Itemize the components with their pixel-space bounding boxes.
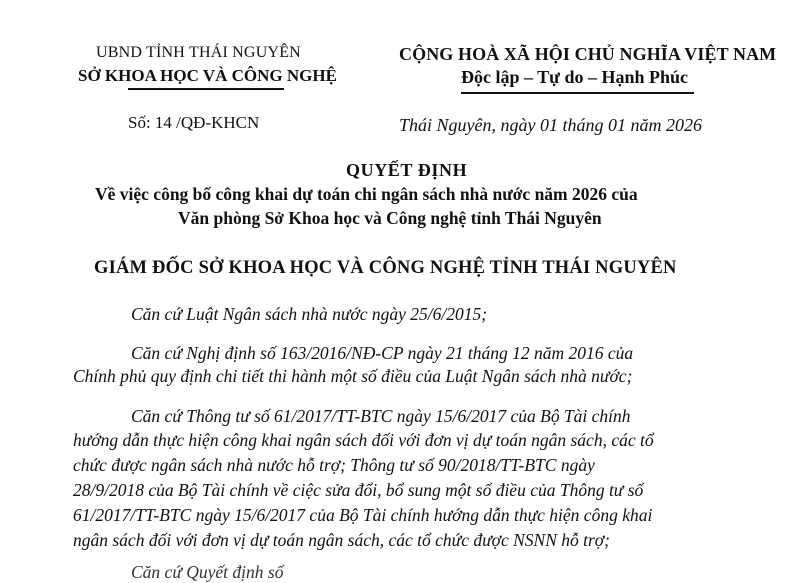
legal-basis-paragraph-2-line-1: Căn cứ Nghị định số 163/2016/NĐ-CP ngày 21 tháng 12 năm 2016 của [131, 343, 634, 363]
issuing-authority-name: SỞ KHOA HỌC VÀ CÔNG NGHỆ [78, 66, 337, 85]
document-subject-line-2: Văn phòng Sở Khoa học và Công nghệ tỉnh Thái Nguyên [178, 208, 602, 228]
issuing-authority-parent: UBND TỈNH THÁI NGUYÊN [96, 44, 301, 61]
legal-basis-paragraph-4-partial: Căn cứ Quyết định số [131, 562, 284, 582]
legal-basis-paragraph-2-line-2: Chính phủ quy định chi tiết thi hành một số điều của Luật Ngân sách nhà nước; [73, 366, 633, 386]
right-header-divider [461, 92, 694, 94]
document-type-title: QUYẾT ĐỊNH [346, 160, 468, 180]
left-header-divider [128, 88, 284, 90]
legal-basis-paragraph-1: Căn cứ Luật Ngân sách nhà nước ngày 25/6/2015; [131, 304, 488, 324]
legal-basis-paragraph-3-line-4: 28/9/2018 của Bộ Tài chính về ciệc sửa đổi, bổ sung một số điều của Thông tư số [73, 480, 644, 500]
national-motto: Độc lập – Tự do – Hạnh Phúc [461, 67, 689, 87]
document-subject-line-1: Về việc công bố công khai dự toán chi ngân sách nhà nước năm 2026 của [95, 184, 638, 204]
national-title: CỘNG HOÀ XÃ HỘI CHỦ NGHĨA VIỆT NAM [399, 44, 777, 64]
signing-authority-heading: GIÁM ĐỐC SỞ KHOA HỌC VÀ CÔNG NGHỆ TỈNH THÁI NGUYÊN [94, 258, 677, 278]
legal-basis-paragraph-3-line-5: 61/2017/TT-BTC ngày 15/6/2017 của Bộ Tài chính hướng dẫn thực hiện công khai [73, 505, 653, 525]
document-number: Số: 14 /QĐ-KHCN [128, 113, 260, 132]
legal-basis-paragraph-3-line-3: chức được ngân sách nhà nước hỗ trợ; Thông tư số 90/2018/TT-BTC ngày [73, 455, 595, 475]
place-and-date: Thái Nguyên, ngày 01 tháng 01 năm 2026 [399, 115, 702, 135]
legal-basis-paragraph-3-line-2: hướng dẫn thực hiện công khai ngân sách đối với đơn vị dự toán ngân sách, các tổ [73, 430, 654, 450]
legal-basis-paragraph-3-line-6: ngân sách đối với đơn vị dự toán ngân sách, các tổ chức được NSNN hỗ trợ; [73, 530, 610, 550]
legal-basis-paragraph-3-line-1: Căn cứ Thông tư số 61/2017/TT-BTC ngày 15/6/2017 của Bộ Tài chính [131, 406, 631, 426]
